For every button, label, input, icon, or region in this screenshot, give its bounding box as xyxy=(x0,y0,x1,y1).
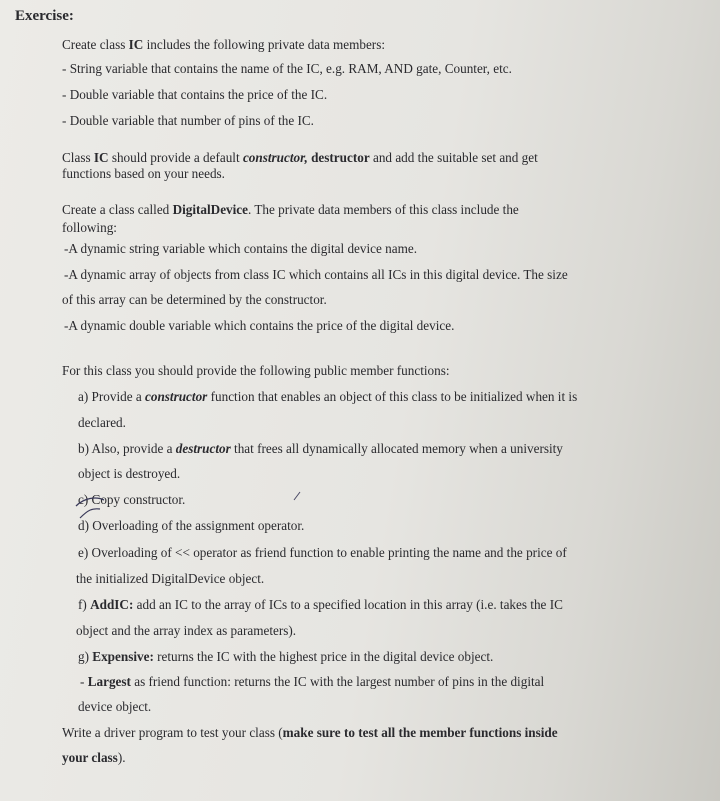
ic-member-price: - Double variable that contains the price of the IC. xyxy=(62,87,328,102)
ic-methods-line: Class IC should provide a default constructor, destructor and add the suitable set and get xyxy=(62,150,538,165)
item-d-assignment: d) Overloading of the assignment operator. xyxy=(78,518,305,533)
public-functions-intro: For this class you should provide the following public member functions: xyxy=(62,363,450,378)
ic-member-pins: - Double variable that number of pins of the IC. xyxy=(62,113,314,128)
item-e-stream-operator-2: the initialized DigitalDevice object. xyxy=(76,571,265,586)
item-c-copy-constructor: c) Copy constructor. xyxy=(78,492,186,507)
item-a-constructor-2: declared. xyxy=(78,415,126,430)
dd-member-name: -A dynamic string variable which contains the digital device name. xyxy=(64,241,418,256)
item-f-addic-2: object and the array index as parameters). xyxy=(76,623,297,638)
item-largest: - Largest as friend function: returns the IC with the largest number of pins in the digital xyxy=(80,674,545,689)
item-largest-2: device object. xyxy=(78,699,152,714)
exercise-heading: Exercise: xyxy=(15,8,74,24)
item-e-stream-operator: e) Overloading of << operator as friend function to enable printing the name and the price of xyxy=(78,545,567,560)
digitaldevice-intro-line-2: following: xyxy=(62,220,117,235)
ic-member-name: - String variable that contains the name of the IC, e.g. RAM, AND gate, Counter, etc. xyxy=(62,61,512,76)
ic-intro-line: Create class IC includes the following private data members: xyxy=(62,37,385,52)
digitaldevice-intro-line: Create a class called DigitalDevice. The private data members of this class include the xyxy=(62,202,519,217)
dd-member-price: -A dynamic double variable which contains the price of the digital device. xyxy=(64,318,455,333)
ic-methods-line-2: functions based on your needs. xyxy=(62,166,225,181)
driver-program-line-2: your class). xyxy=(62,750,126,765)
driver-program-line: Write a driver program to test your class (make sure to test all the member functions inside xyxy=(62,725,558,740)
item-a-constructor: a) Provide a constructor function that enables an object of this class to be initialized when it is xyxy=(78,389,578,404)
item-b-destructor: b) Also, provide a destructor that frees all dynamically allocated memory when a university xyxy=(78,441,563,456)
dd-member-array-2: of this array can be determined by the constructor. xyxy=(62,292,327,307)
item-b-destructor-2: object is destroyed. xyxy=(78,466,181,481)
item-f-addic: f) AddIC: add an IC to the array of ICs to a specified location in this array (i.e. takes the IC xyxy=(78,597,563,612)
dd-member-array: -A dynamic array of objects from class IC which contains all ICs in this digital device. The size xyxy=(64,267,568,282)
item-g-expensive: g) Expensive: returns the IC with the highest price in the digital device object. xyxy=(78,649,494,664)
